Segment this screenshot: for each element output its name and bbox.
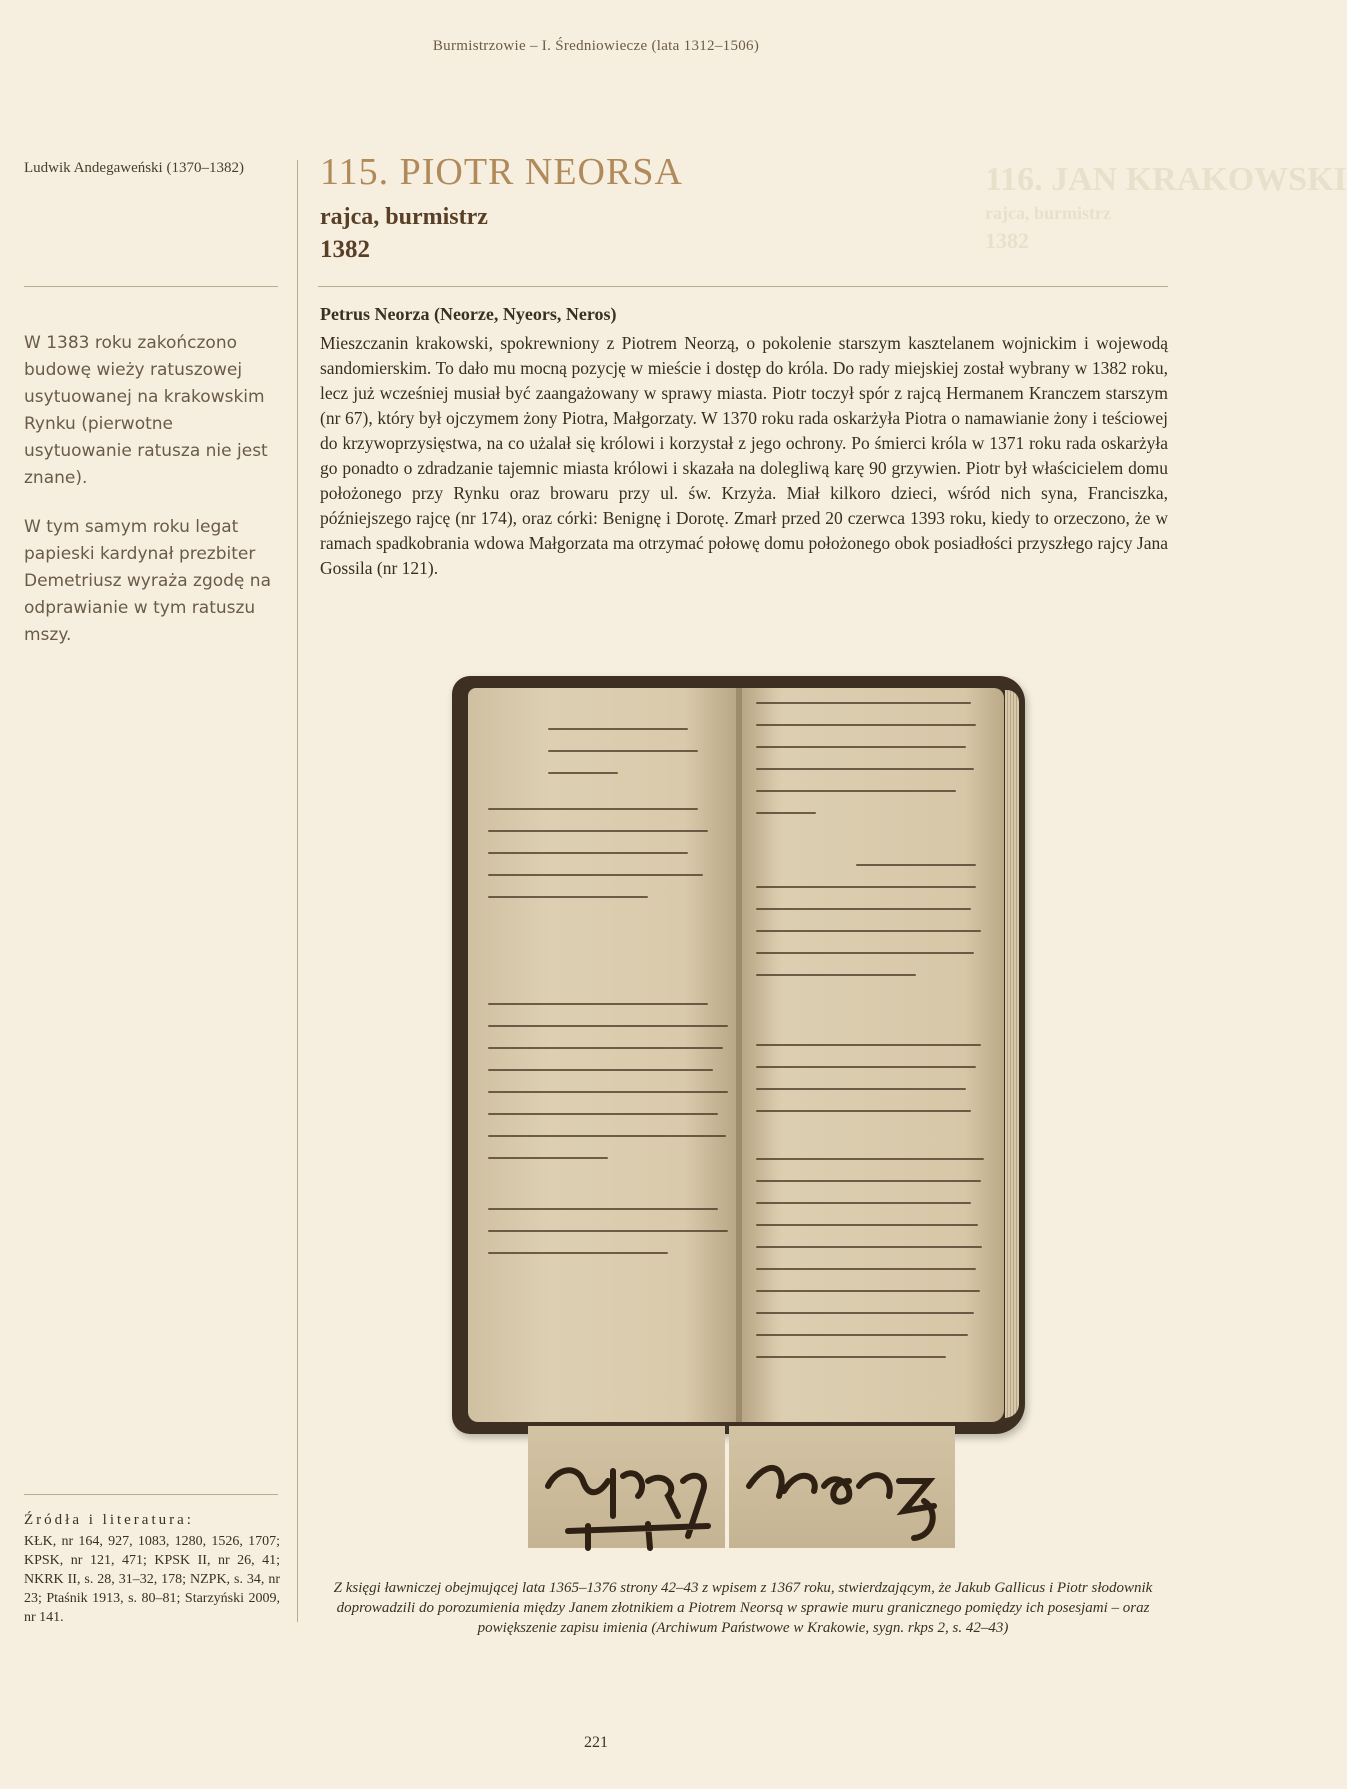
- handwriting-block: [488, 1208, 728, 1274]
- name-variants: Petrus Neorza (Neorze, Nyeors, Neros): [320, 304, 617, 324]
- name-detail-crop-left: [528, 1426, 725, 1548]
- sidenote: W 1383 roku zakończono budowę wieży ratuszowej usytuowanej na krakowskim Rynku (pierwotne usytuowanie ratusza nie jest znane).: [24, 333, 268, 488]
- manuscript-page-edges: [1005, 690, 1019, 1418]
- ghost-line: 116. JAN KRAKOWSKI: [985, 161, 1347, 198]
- figure-caption: Z księgi ławniczej obejmującej lata 1365–1376 strony 42–43 z wpisem z 1367 roku, stwierdzającym, że Jakub Gallicus i Piotr słodownik doprowadzili do porozumienia między Janem złotnikiem a Piotrem Neorsą w sprawie muru granicznego pomiędzy ich posesjami – oraz powiększenie zapisu imienia (Archiwum Państwowe w Krakowie, sygn. rkps 2, s. 42–43): [333, 1580, 1153, 1636]
- name-detail-crop-right: [729, 1426, 955, 1548]
- ghost-line: 1382: [985, 228, 1029, 253]
- sources-rule: [24, 1494, 278, 1495]
- manuscript-photo: [452, 676, 1025, 1434]
- biography-text: Mieszczanin krakowski, spokrewniony z Piotrem Neorzą, o pokolenie starszym kasztelanem wojnickim i wojewodą sandomierskim. To dało mu mocną pozycję w mieście i dostęp do króla. Do rady miejskiej został wybrany w 1382 roku, lecz już wcześniej musiał być zaangażowany w sprawy miasta. Piotr toczył spór z rajcą Hermanem Kranczem starszym (nr 67), który był ojczymem żony Piotra, Małgorzaty. W 1370 roku rada oskarżyła Piotra o namawianie żony i teściowej do krzywoprzysięstwa, na co użalał się królowi i korzystał z jego ochrony. Po śmierci króla w 1371 roku rada oskarżyła go ponadto o zdradzanie tajemnic miasta królowi i skazała na dolegliwą karę 90 grzywien. Piotr był właścicielem domu położonego przy Rynku oraz browaru przy ul. św. Krzyża. Miał kilkoro dzieci, wśród nich syna, Franciszka, późniejszego rajcę (nr 174), oraz córki: Benignę i Dorotę. Zmarł przed 20 czerwca 1393 roku, kiedy to orzeczono, że w ramach spadkobrania wdowa Małgorzata ma otrzymać połowę domu położonego obok posiadłości przyszłego rajcy Jana Gossila (nr 121).: [320, 333, 1168, 578]
- page-number: 221: [584, 1734, 608, 1751]
- manuscript-left-page: [468, 688, 738, 1422]
- main-rule: [318, 286, 1168, 287]
- handwriting-block: [756, 864, 981, 996]
- running-head: Burmistrzowie – I. Średniowiecze (lata 1312–1506): [432, 38, 760, 54]
- sources-text: KŁK, nr 164, 927, 1083, 1280, 1526, 1707; KPSK, nr 121, 471; KPSK II, nr 26, 41; NKRK II, s. 28, 31–32, 178; NZPK, s. 34, nr 23; Ptaśnik 1913, s. 80–81; Starzyński 2009, nr 141.: [24, 1534, 280, 1625]
- handwriting-block: [488, 808, 708, 918]
- entry-title: 115. PIOTR NEORSA: [320, 151, 683, 193]
- handwriting-block: [756, 702, 976, 834]
- ghost-next-page-heading: [985, 160, 1347, 270]
- manuscript-right-page: [742, 688, 1004, 1422]
- handwriting-block: [548, 728, 698, 794]
- sources-label: Źródła i literatura:: [24, 1512, 194, 1528]
- entry-year: 1382: [320, 236, 370, 263]
- handwriting-block: [756, 1158, 984, 1378]
- entry-role: rajca, burmistrz: [320, 204, 488, 230]
- sidenote-column: [24, 330, 280, 671]
- handwriting-detail: [729, 1426, 955, 1548]
- sidenote: W tym samym roku legat papieski kardynał prezbiter Demetriusz wyraża zgodę na odprawianie w tym ratuszu mszy.: [24, 517, 271, 645]
- handwriting-detail: [528, 1426, 725, 1548]
- left-rule: [24, 286, 278, 287]
- column-divider: [297, 160, 298, 1622]
- handwriting-block: [756, 1044, 981, 1132]
- ghost-line: rajca, burmistrz: [985, 203, 1111, 223]
- handwriting-block: [488, 1003, 728, 1179]
- era-heading: Ludwik Andegaweński (1370–1382): [24, 160, 244, 176]
